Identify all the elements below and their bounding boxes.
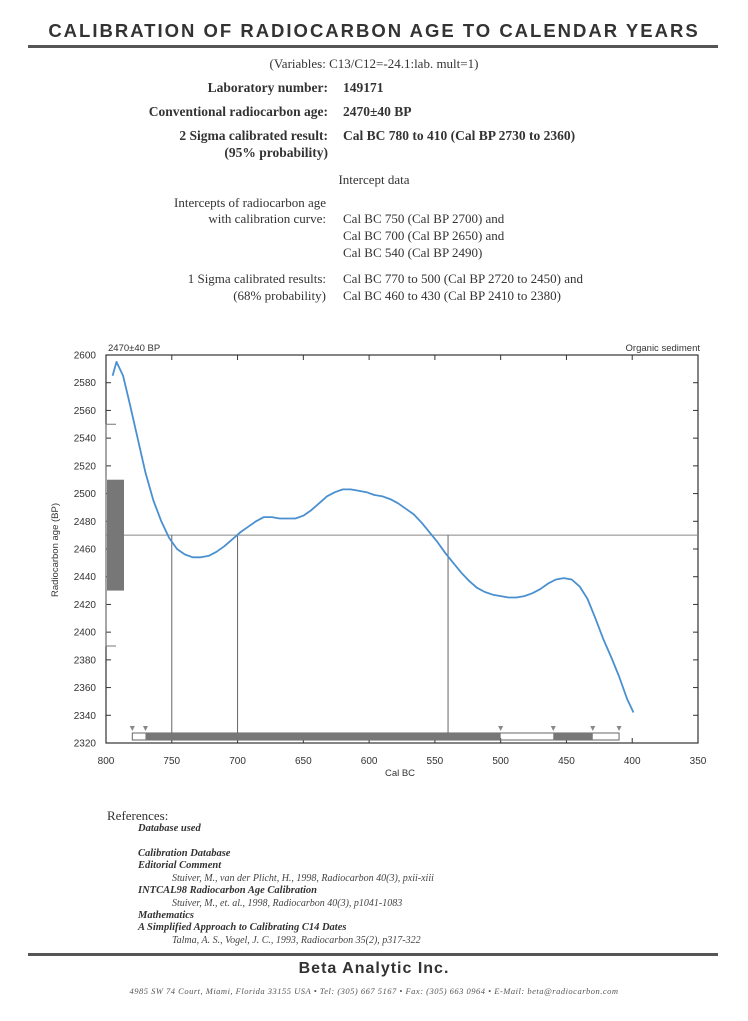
one-sigma-value: Cal BC 770 to 500 (Cal BP 2720 to 2450) and <box>343 271 584 286</box>
range-marker <box>143 726 148 731</box>
x-tick-label: 450 <box>558 756 575 767</box>
intercept-value: Cal BC 540 (Cal BP 2490) <box>343 245 483 260</box>
range-marker <box>617 726 622 731</box>
y-tick-label: 2500 <box>73 489 96 501</box>
company-address: 4985 SW 74 Court, Miami, Florida 33155 USA • Tel: (305) 667 5167 • Fax: (305) 663 0964 • E-Mail: beta@radiocarbon.com <box>129 986 619 996</box>
footer-divider <box>28 953 718 956</box>
x-axis-label: Cal BC <box>384 768 416 779</box>
y-tick-label: 2340 <box>73 710 96 722</box>
lab-number-label: Laboratory number: <box>207 80 328 95</box>
y-tick-label: 2560 <box>73 405 96 417</box>
reference-citation: Stuiver, M., van der Plicht, H., 1998, Radiocarbon 40(3), pxii-xiii <box>172 873 434 884</box>
plot-frame <box>106 355 698 743</box>
y-tick-label: 2480 <box>73 516 96 528</box>
y-tick-label: 2580 <box>73 378 96 390</box>
one-sigma-label: 1 Sigma calibrated results: <box>187 271 326 286</box>
y-tick-label: 2600 <box>73 350 96 362</box>
x-tick-label: 550 <box>426 756 444 767</box>
y-tick-label: 2380 <box>73 655 96 667</box>
reference-title: Editorial Comment <box>138 860 222 871</box>
two-sigma-value: Cal BC 780 to 410 (Cal BP 2730 to 2360) <box>343 128 576 143</box>
one-sigma-age-band <box>107 480 124 591</box>
range-marker <box>130 726 135 731</box>
company-name: Beta Analytic Inc. <box>298 960 450 977</box>
x-tick-label: 650 <box>294 756 312 767</box>
references-heading: References: <box>107 808 169 823</box>
reference-title: Mathematics <box>138 910 195 921</box>
reference-title: A Simplified Approach to Calibrating C14 Dates <box>138 922 347 933</box>
x-tick-label: 700 <box>229 756 246 767</box>
reference-title: Database used <box>138 823 201 834</box>
intercepts-label-1: Intercepts of radiocarbon age <box>174 195 326 210</box>
range-marker <box>498 726 503 731</box>
intercept-value: Cal BC 700 (Cal BP 2650) and <box>343 228 505 243</box>
one-sigma-range-bar <box>553 733 592 740</box>
one-sigma-value: Cal BC 460 to 430 (Cal BP 2410 to 2380) <box>343 288 561 303</box>
y-tick-label: 2520 <box>73 461 96 473</box>
range-marker <box>590 726 595 731</box>
y-tick-label: 2440 <box>73 572 96 584</box>
y-tick-label: 2360 <box>73 683 96 695</box>
one-sigma-probability: (68% probability) <box>233 288 326 303</box>
intercept-heading: Intercept data <box>338 172 410 187</box>
conv-age-value: 2470±40 BP <box>343 104 412 119</box>
y-tick-label: 2320 <box>73 738 96 750</box>
two-sigma-label: 2 Sigma calibrated result: <box>179 128 328 143</box>
calibration-curve <box>113 362 634 713</box>
one-sigma-range-bar <box>145 733 500 740</box>
x-tick-label: 400 <box>623 756 641 767</box>
intercept-value: Cal BC 750 (Cal BP 2700) and <box>343 211 505 226</box>
y-axis-label: Radiocarbon age (BP) <box>50 503 61 597</box>
y-tick-label: 2400 <box>73 627 96 639</box>
x-tick-label: 600 <box>360 756 378 767</box>
conv-age-label: Conventional radiocarbon age: <box>148 104 328 119</box>
range-marker <box>551 726 556 731</box>
variables-line: (Variables: C13/C12=-24.1:lab. mult=1) <box>269 56 479 71</box>
calibration-chart <box>0 335 748 785</box>
x-tick-label: 350 <box>689 756 707 767</box>
reference-title: INTCAL98 Radiocarbon Age Calibration <box>138 885 318 896</box>
header-divider <box>28 45 718 48</box>
chart-top-left-label: 2470±40 BP <box>108 343 161 354</box>
report-title: CALIBRATION OF RADIOCARBON AGE TO CALENDAR YEARS <box>48 20 700 41</box>
reference-citation: Talma, A. S., Vogel, J. C., 1993, Radiocarbon 35(2), p317-322 <box>172 935 421 946</box>
x-tick-label: 750 <box>163 756 181 767</box>
y-tick-label: 2540 <box>73 433 96 445</box>
reference-title: Calibration Database <box>138 848 231 859</box>
reference-citation: Stuiver, M., et. al., 1998, Radiocarbon 40(3), p1041-1083 <box>172 898 403 909</box>
y-tick-label: 2460 <box>73 544 96 556</box>
chart-top-right-label: Organic sediment <box>625 343 700 354</box>
two-sigma-probability: (95% probability) <box>224 145 328 160</box>
lab-number-value: 149171 <box>343 80 384 95</box>
x-tick-label: 500 <box>492 756 510 767</box>
y-tick-label: 2420 <box>73 599 96 611</box>
intercepts-label-2: with calibration curve: <box>208 211 326 226</box>
x-tick-label: 800 <box>97 756 115 767</box>
